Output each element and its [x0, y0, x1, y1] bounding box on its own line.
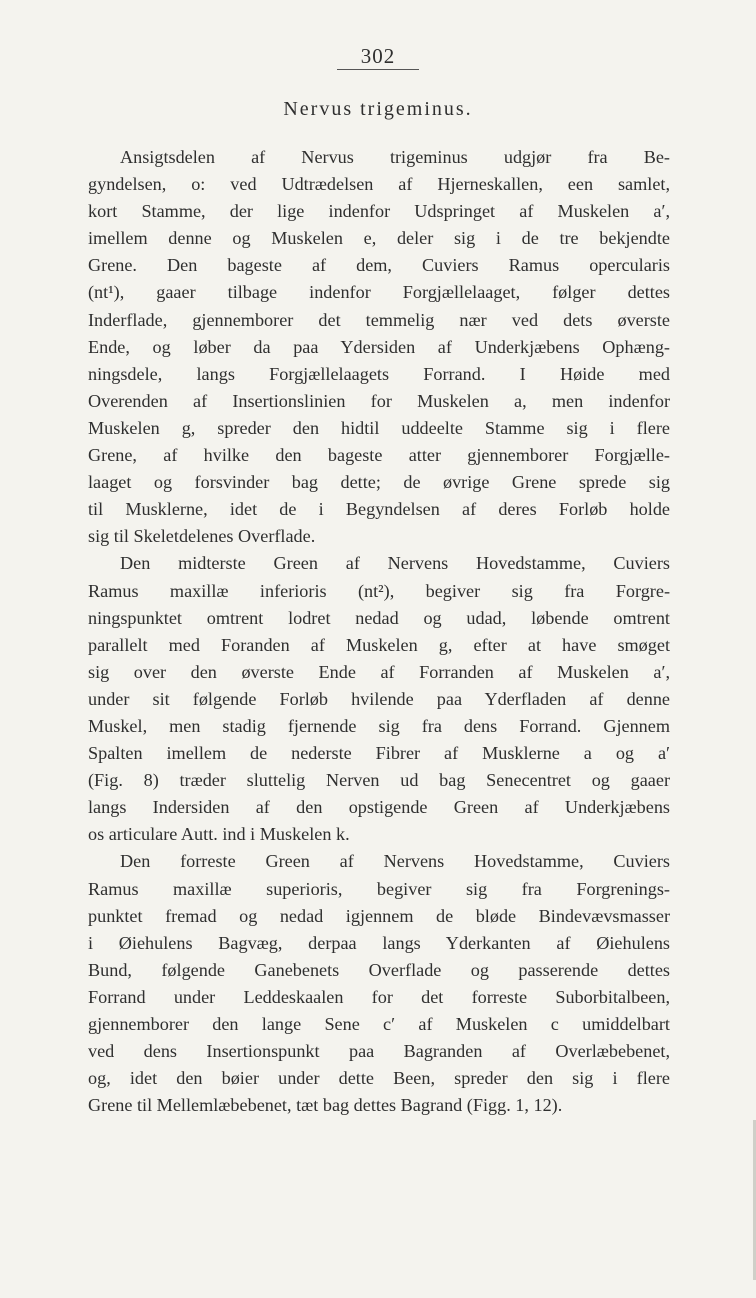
text-line: laaget og forsvinder bag dette; de øvrige Grene sprede sig	[88, 472, 670, 493]
text-line: Grene til Mellemlæbebenet, tæt bag dettes Bagrand (Figg. 1, 12).	[88, 1095, 563, 1116]
text-line: Forrand under Leddeskaalen for det forreste Suborbitalbeen,	[88, 986, 670, 1007]
text-line: Ramus maxillæ superioris, begiver sig fra Forgrenings-	[88, 878, 670, 899]
text-line: Muskel, men stadig fjernende sig fra dens Forrand. Gjennem	[88, 715, 670, 736]
text-line: ningsdele, langs Forgjællelaagets Forrand. I Høide med	[88, 363, 670, 384]
text-line: ningspunktet omtrent lodret nedad og udad, løbende omtrent	[88, 607, 670, 628]
text-line: og, idet den bøier under dette Been, spreder den sig i flere	[88, 1068, 670, 1089]
text-line: Den forreste Green af Nervens Hovedstamme, Cuviers	[120, 851, 670, 872]
text-line: ved dens Insertionspunkt paa Bagranden af Overlæbebenet,	[88, 1041, 670, 1062]
text-line: Ende, og løber da paa Ydersiden af Underkjæbens Ophæng-	[88, 336, 670, 357]
text-line: under sit følgende Forløb hvilende paa Yderfladen af denne	[88, 688, 670, 709]
section-heading: Nervus trigeminus.	[283, 98, 473, 120]
text-line: gjennemborer den lange Sene c′ af Muskelen c umiddelbart	[88, 1014, 670, 1034]
text-line: Ansigtsdelen af Nervus trigeminus udgjør fra Be-	[120, 147, 670, 167]
text-line: sig til Skeletdelenes Overflade.	[88, 526, 316, 547]
text-line: (Fig. 8) træder sluttelig Nerven ud bag Senecentret og gaaer	[88, 770, 670, 791]
page-number	[0, 44, 756, 69]
text-line: Bund, følgende Ganebenets Overflade og passerende dettes	[88, 959, 670, 980]
text-line: Spalten imellem de nederste Fibrer af Musklerne a og a′	[88, 743, 670, 764]
text-line: Overenden af Insertionslinien for Muskelen a, men indenfor	[88, 390, 670, 411]
text-line: Grene, af hvilke den bageste atter gjennemborer Forgjælle-	[88, 445, 670, 466]
body-text	[88, 144, 670, 1119]
text-line: Muskelen g, spreder den hidtil uddeelte Stamme sig i flere	[88, 417, 670, 438]
page-number-text: 302	[337, 44, 420, 70]
text-line: os articulare Autt. ind i Muskelen k.	[88, 824, 350, 845]
text-line: gyndelsen, o: ved Udtrædelsen af Hjerneskallen, een samlet,	[88, 174, 670, 195]
text-line: imellem denne og Muskelen e, deler sig i de tre bekjendte	[88, 228, 670, 249]
text-line: langs Indersiden af den opstigende Green af Underkjæbens	[88, 797, 670, 818]
text-line: (nt¹), gaaer tilbage indenfor Forgjællelaaget, følger dettes	[88, 282, 670, 303]
text-line: Inderflade, gjennemborer det temmelig nær ved dets øverste	[88, 309, 670, 330]
text-line: til Musklerne, idet de i Begyndelsen af deres Forløb holde	[88, 499, 670, 520]
text-line: kort Stamme, der lige indenfor Udspringet af Muskelen a′,	[88, 201, 670, 222]
text-line: Den midterste Green af Nervens Hovedstamme, Cuviers	[120, 553, 670, 574]
text-line: punktet fremad og nedad igjennem de bløde Bindevævsmasser	[88, 905, 670, 926]
text-line: Grene. Den bageste af dem, Cuviers Ramus opercularis	[88, 255, 670, 276]
text-line: sig over den øverste Ende af Forranden af Muskelen a′,	[88, 661, 670, 682]
text-line: parallelt med Foranden af Muskelen g, efter at have smøget	[88, 634, 670, 655]
text-line: Ramus maxillæ inferioris (nt²), begiver sig fra Forgre-	[88, 580, 670, 601]
text-line: i Øiehulens Bagvæg, derpaa langs Yderkanten af Øiehulens	[88, 932, 670, 953]
